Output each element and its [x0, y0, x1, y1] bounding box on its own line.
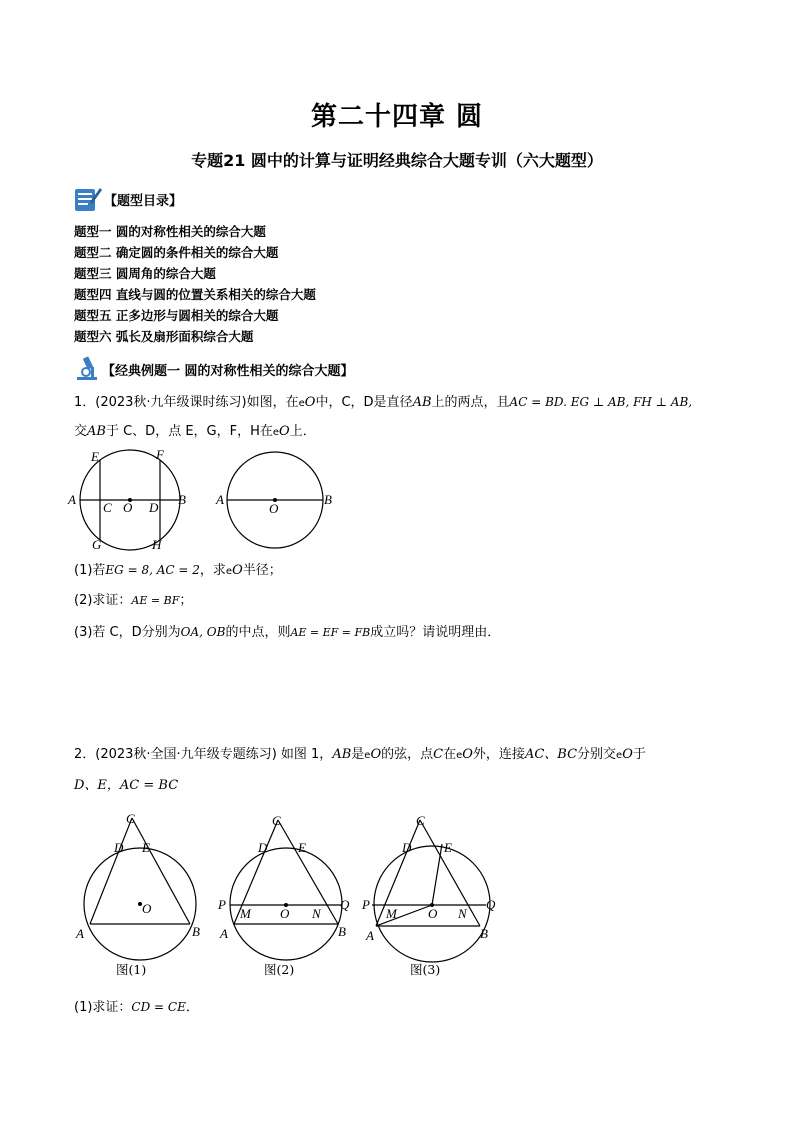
q1-text: (3)若 C，D分别为	[74, 625, 181, 640]
label-B: B	[178, 492, 186, 507]
toc-item-2: 题型二 确定圆的条件相关的综合大题	[74, 245, 279, 260]
circle-symbol: e	[298, 398, 305, 409]
label-N: N	[458, 906, 467, 921]
label-D: D	[258, 840, 268, 855]
label-O: O	[142, 901, 152, 916]
q1-text: ；	[179, 593, 193, 608]
example-heading: 【经典例题一 圆的对称性相关的综合大题】	[102, 364, 354, 379]
q1-line-1	[74, 391, 692, 415]
label-N: N	[312, 906, 321, 921]
q2-text: 分别交	[577, 747, 617, 762]
circle-symbol: e	[272, 427, 280, 438]
math-ab: AB	[412, 395, 432, 410]
label-M: M	[386, 906, 397, 921]
q2-text: 是	[351, 747, 365, 762]
label-E: E	[142, 840, 150, 855]
q2-text: 外，连接	[472, 747, 525, 762]
q2-text: ．	[185, 1000, 199, 1015]
label-C: C	[416, 813, 425, 828]
toc-item-5: 题型五 正多边形与圆相关的综合大题	[74, 308, 279, 323]
circle-symbol: e	[456, 750, 463, 761]
q1-text: 的中点，则	[225, 625, 291, 640]
circle-name: O	[370, 747, 382, 762]
label-O: O	[428, 906, 438, 921]
q1-text: (1)若	[74, 563, 106, 578]
q1-part-3	[74, 621, 500, 644]
circle-name: O	[304, 395, 316, 410]
circle-symbol: e	[225, 566, 233, 577]
math-ab: AB	[87, 424, 106, 439]
q1-text: 上．	[289, 424, 316, 439]
math-ab: AB	[332, 747, 352, 762]
circle-name: O	[462, 747, 473, 762]
label-H: H	[152, 537, 162, 552]
math-c: C	[433, 747, 444, 762]
toc-item-1: 题型一 圆的对称性相关的综合大题	[74, 224, 266, 239]
label-G: G	[92, 537, 102, 552]
page-subtitle: 专题21 圆中的计算与证明经典综合大题专训（六大题型）	[191, 151, 603, 170]
q2-figure-1	[72, 808, 212, 986]
q2-text: 2．(2023秋·全国·九年级专题练习) 如图 1，	[74, 747, 333, 762]
q1-p1-math: EG = 8, AC = 2	[105, 563, 200, 577]
label-B: B	[324, 492, 332, 507]
label-A: A	[220, 926, 228, 941]
q1-text: ，求	[199, 563, 226, 578]
q1-p3-math: AE = EF = FB	[290, 626, 371, 639]
q1-line-2	[74, 421, 316, 444]
circle-name: O	[232, 563, 243, 578]
q1-p3-math: OA, OB	[180, 625, 226, 639]
toc-item-4: 题型四 直线与圆的位置关系相关的综合大题	[74, 287, 316, 302]
q2-text: 的弦，点	[381, 747, 434, 762]
q2-text: 在	[443, 747, 457, 762]
circle-symbol: e	[364, 750, 371, 761]
q1-text: 交	[74, 424, 88, 439]
page-title: 第二十四章 圆	[310, 102, 484, 132]
q2-figure-2	[214, 808, 360, 986]
label-O: O	[269, 501, 279, 516]
q2-line-2: D、E，AC = BC	[74, 778, 179, 793]
q2-text: 于	[632, 747, 646, 762]
label-C: C	[103, 500, 112, 515]
math-ac-bc: AC、BC	[524, 747, 578, 762]
label-C: C	[272, 813, 281, 828]
label-P: P	[218, 897, 226, 912]
circle-name: O	[279, 424, 290, 439]
q1-part-2	[74, 590, 192, 612]
label-A: A	[76, 926, 84, 941]
q1-figure-2	[212, 446, 342, 554]
label-E: E	[91, 449, 99, 464]
toc-title: 【题型目录】	[104, 194, 183, 209]
label-B: B	[480, 926, 488, 941]
label-Q: Q	[340, 897, 350, 912]
label-D: D	[149, 500, 159, 515]
circle-name: O	[622, 747, 633, 762]
circle-symbol: e	[616, 750, 623, 761]
label-A: A	[216, 492, 224, 507]
q1-p2-math: AE = BF	[131, 594, 180, 607]
q2-p1-math: CD = CE	[131, 1000, 186, 1014]
q1-figure-1	[66, 446, 206, 554]
notepad-pencil-icon	[74, 184, 102, 212]
label-P: P	[362, 897, 370, 912]
microscope-icon	[74, 355, 100, 381]
label-O: O	[123, 500, 133, 515]
label-Q: Q	[486, 897, 496, 912]
label-E: E	[444, 840, 452, 855]
label-A: A	[68, 492, 76, 507]
label-M: M	[240, 906, 251, 921]
q2-part-1	[74, 996, 199, 1019]
toc-item-6: 题型六 弧长及扇形面积综合大题	[74, 329, 254, 344]
figure-caption-1: 图(1)	[116, 962, 147, 977]
label-E: E	[298, 840, 306, 855]
q1-text: 中，C，D是直径	[315, 395, 413, 410]
q1-text: 于 C、D，点 E，G，F，H在	[105, 424, 273, 439]
label-F: F	[156, 447, 164, 462]
q1-text: (2)求证：	[74, 593, 132, 608]
label-B: B	[338, 924, 346, 939]
q2-text: (1)求证：	[74, 1000, 132, 1015]
q1-text: 上的两点，且	[431, 395, 510, 410]
label-D: D	[114, 840, 124, 855]
q2-line-1	[74, 744, 646, 767]
q1-text: 1．(2023秋·九年级课时练习)如图，在	[74, 395, 299, 410]
label-D: D	[402, 840, 412, 855]
label-A: A	[366, 928, 374, 943]
q2-figure-3	[358, 808, 508, 986]
figure-caption-2: 图(2)	[264, 962, 295, 977]
label-O: O	[280, 906, 290, 921]
q1-condition: AC = BD. EG ⊥ AB, FH ⊥ AB,	[509, 395, 693, 409]
q1-part-1	[74, 559, 282, 583]
label-B: B	[192, 924, 200, 939]
figure-caption-3: 图(3)	[410, 962, 441, 977]
q1-text: 半径；	[242, 563, 282, 578]
q1-text: 成立吗？请说明理由．	[370, 625, 501, 640]
toc-item-3: 题型三 圆周角的综合大题	[74, 266, 216, 281]
label-C: C	[126, 811, 135, 826]
